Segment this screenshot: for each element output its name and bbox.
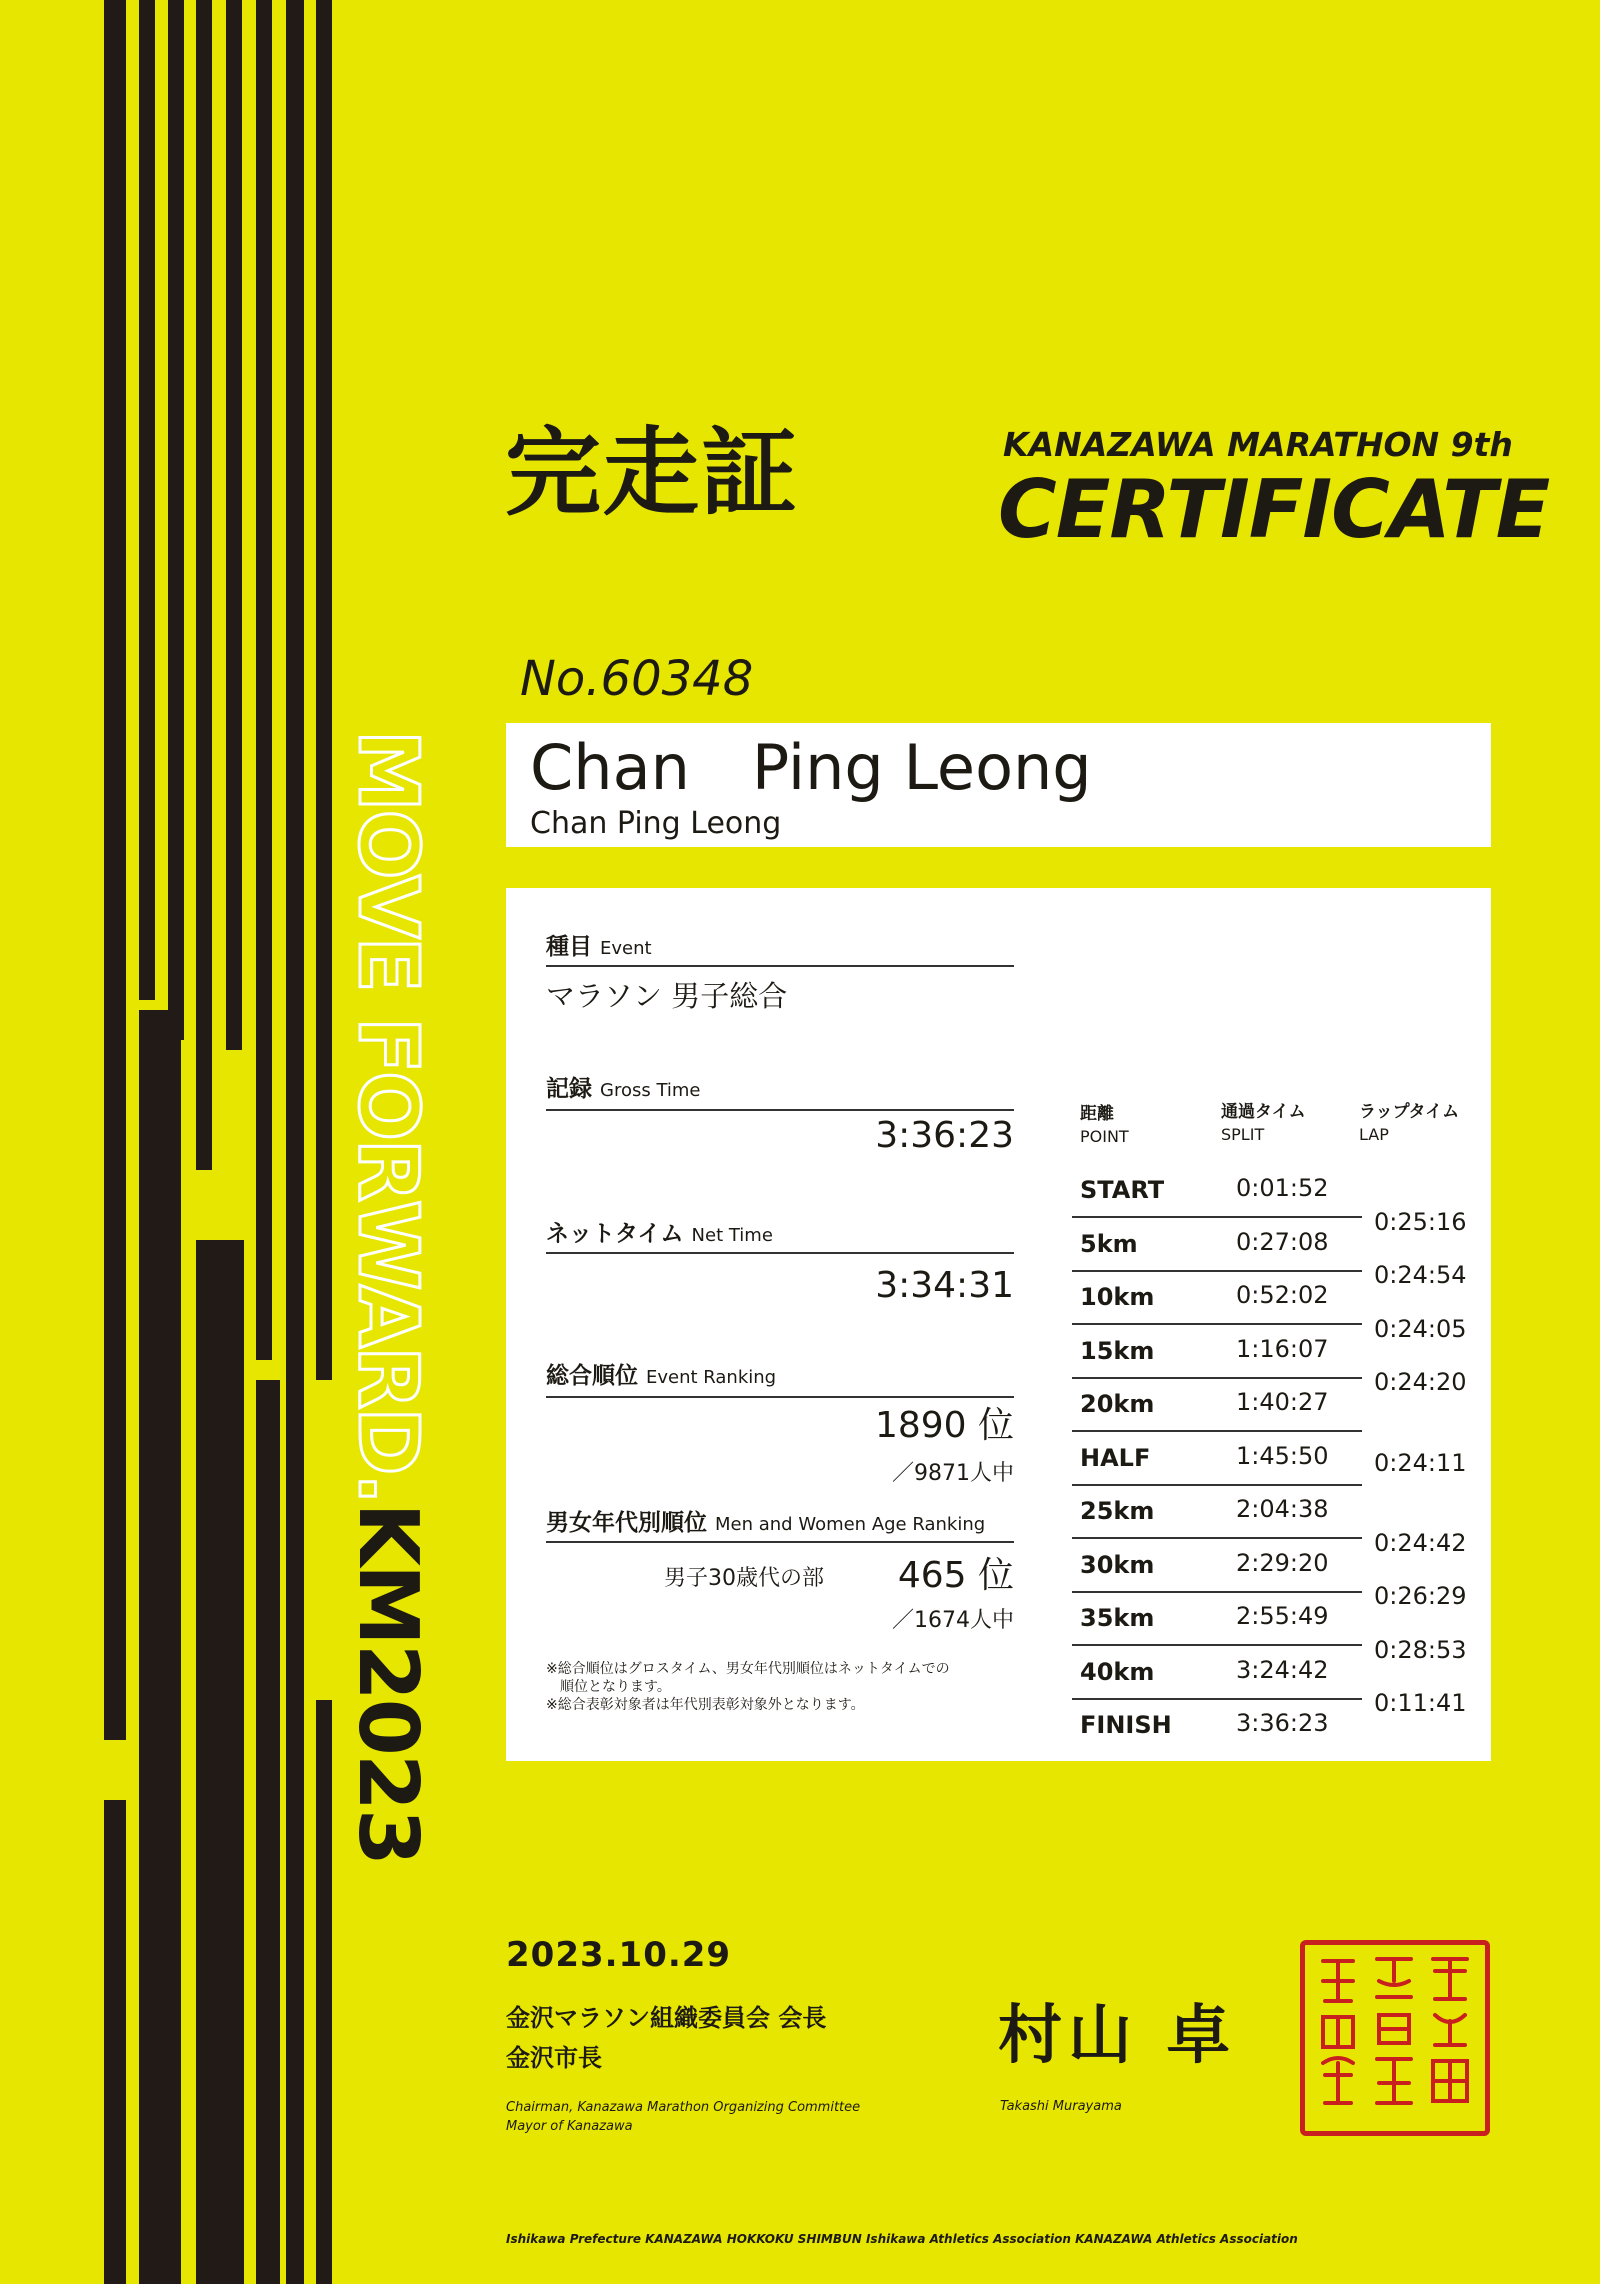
split-time: 0:52:02 bbox=[1236, 1281, 1329, 1309]
split-point: FINISH bbox=[1080, 1711, 1172, 1739]
event-label-en: Event bbox=[600, 938, 652, 959]
split-point: 5km bbox=[1080, 1229, 1138, 1258]
col-header-split-jp: 通過タイム bbox=[1221, 1102, 1306, 1122]
split-time: 0:01:52 bbox=[1236, 1174, 1329, 1202]
split-point: 20km bbox=[1080, 1390, 1155, 1418]
row-divider bbox=[1072, 1537, 1362, 1539]
gross-time-label bbox=[546, 1078, 701, 1101]
row-divider bbox=[1072, 1430, 1362, 1432]
split-time: 3:36:23 bbox=[1236, 1709, 1329, 1737]
net-time-label-jp: ネットタイム bbox=[546, 1221, 684, 1247]
lap-time: 0:24:20 bbox=[1374, 1368, 1467, 1396]
lap-time: 0:11:41 bbox=[1374, 1689, 1467, 1717]
split-time: 0:27:08 bbox=[1236, 1227, 1329, 1256]
age-ranking-label-en: Men and Women Age Ranking bbox=[715, 1514, 986, 1535]
signer-name: 村山 卓 bbox=[998, 1999, 1237, 2073]
split-time: 2:55:49 bbox=[1236, 1602, 1329, 1630]
split-time: 1:45:50 bbox=[1236, 1441, 1329, 1470]
gross-time-value: 3:36:23 bbox=[875, 1115, 1014, 1156]
slogan-outline: MOVE FORWARD. bbox=[340, 730, 435, 1503]
split-point: 10km bbox=[1080, 1283, 1155, 1311]
split-point: 15km bbox=[1080, 1336, 1155, 1365]
organizer-title-jp-1: 金沢マラソン組織委員会 会長 bbox=[506, 2004, 827, 2032]
split-time: 2:04:38 bbox=[1236, 1495, 1329, 1523]
result-box bbox=[506, 888, 1491, 1761]
divider bbox=[546, 965, 1014, 967]
organizer-title-jp-2: 金沢市長 bbox=[506, 2044, 602, 2072]
runner-name: Chan Ping Leong bbox=[530, 731, 1092, 804]
lap-time: 0:24:42 bbox=[1374, 1529, 1467, 1557]
gross-time-label-en: Gross Time bbox=[600, 1080, 701, 1101]
row-divider bbox=[1072, 1698, 1362, 1700]
age-category: 男子30歳代の部 bbox=[664, 1566, 824, 1591]
event-value: マラソン 男子総合 bbox=[546, 979, 788, 1013]
split-time: 3:24:42 bbox=[1236, 1655, 1329, 1684]
age-ranking-total: ／1674人中 bbox=[892, 1608, 1014, 1633]
net-time-label-en: Net Time bbox=[691, 1225, 773, 1246]
bib-number: No.60348 bbox=[520, 651, 754, 707]
signer-name-en: Takashi Murayama bbox=[1000, 2099, 1122, 2114]
col-header-split-en: SPLIT bbox=[1221, 1125, 1265, 1144]
row-divider bbox=[1072, 1216, 1362, 1218]
organizer-title-en-1: Chairman, Kanazawa Marathon Organizing Committee bbox=[506, 2100, 861, 2115]
age-ranking-label-jp: 男女年代別順位 bbox=[546, 1510, 707, 1536]
side-slogan bbox=[340, 730, 435, 1864]
split-point: 35km bbox=[1080, 1604, 1155, 1632]
split-point: 40km bbox=[1080, 1657, 1155, 1686]
col-header-lap-en: LAP bbox=[1359, 1125, 1389, 1144]
split-point: 25km bbox=[1080, 1497, 1155, 1525]
col-header-point bbox=[1080, 1106, 1129, 1145]
split-time: 1:40:27 bbox=[1236, 1388, 1329, 1416]
page-title-en: CERTIFICATE bbox=[998, 463, 1550, 556]
page-title-jp: 完走証 bbox=[505, 417, 799, 529]
divider bbox=[546, 1396, 1014, 1398]
col-header-lap-jp: ラップタイム bbox=[1359, 1102, 1460, 1122]
row-divider bbox=[1072, 1377, 1362, 1379]
row-divider bbox=[1072, 1323, 1362, 1325]
gross-time-label-jp: 記録 bbox=[546, 1076, 592, 1102]
row-divider bbox=[1072, 1644, 1362, 1646]
split-point: 30km bbox=[1080, 1550, 1155, 1579]
divider bbox=[546, 1252, 1014, 1254]
age-ranking-value: 465 位 bbox=[897, 1555, 1014, 1596]
split-point: HALF bbox=[1080, 1443, 1151, 1472]
slogan-solid: KM2023 bbox=[340, 1502, 435, 1864]
age-ranking-label bbox=[546, 1512, 985, 1535]
lap-time: 0:24:05 bbox=[1374, 1315, 1467, 1343]
official-seal bbox=[1300, 1940, 1490, 2136]
race-date: 2023.10.29 bbox=[506, 1935, 732, 1975]
organizer-title-en-2: Mayor of Kanazawa bbox=[506, 2119, 633, 2134]
split-time: 1:16:07 bbox=[1236, 1334, 1329, 1363]
row-divider bbox=[1072, 1591, 1362, 1593]
footer-sponsors: Ishikawa Prefecture KANAZAWA HOKKOKU SHIMBUN Ishikawa Athletics Association KANAZAWA Athletics Association bbox=[506, 2232, 1298, 2246]
col-header-point-en: POINT bbox=[1080, 1127, 1129, 1146]
net-time-value: 3:34:31 bbox=[875, 1265, 1014, 1306]
runner-name-sub: Chan Ping Leong bbox=[530, 806, 782, 841]
lap-time: 0:28:53 bbox=[1374, 1636, 1467, 1664]
event-ranking-value: 1890 位 bbox=[874, 1405, 1014, 1446]
divider bbox=[546, 1109, 1014, 1111]
col-header-point-jp: 距離 bbox=[1080, 1104, 1114, 1124]
row-divider bbox=[1072, 1484, 1362, 1486]
name-box bbox=[506, 723, 1491, 847]
divider bbox=[546, 1541, 1014, 1543]
event-ranking-label-en: Event Ranking bbox=[646, 1367, 777, 1388]
event-ranking-label bbox=[546, 1365, 776, 1388]
lap-time: 0:25:16 bbox=[1374, 1208, 1467, 1236]
split-time: 2:29:20 bbox=[1236, 1548, 1329, 1577]
event-subtitle: KANAZAWA MARATHON 9th bbox=[1003, 425, 1513, 464]
notes bbox=[546, 1660, 950, 1714]
event-label bbox=[546, 936, 652, 959]
lap-time: 0:24:11 bbox=[1374, 1449, 1467, 1477]
note-line: 順位となります。 bbox=[546, 1679, 671, 1695]
net-time-label bbox=[546, 1223, 773, 1246]
col-header-split bbox=[1221, 1104, 1306, 1143]
event-ranking-total: ／9871人中 bbox=[892, 1461, 1014, 1486]
lap-time: 0:26:29 bbox=[1374, 1582, 1467, 1610]
note-line: ※総合表彰対象者は年代別表彰対象外となります。 bbox=[546, 1697, 865, 1713]
lap-time: 0:24:54 bbox=[1374, 1261, 1467, 1289]
event-ranking-label-jp: 総合順位 bbox=[546, 1363, 638, 1389]
row-divider bbox=[1072, 1270, 1362, 1272]
note-line: ※総合順位はグロスタイム、男女年代別順位はネットタイムでの bbox=[546, 1661, 950, 1677]
col-header-lap bbox=[1359, 1104, 1459, 1143]
event-label-jp: 種目 bbox=[546, 934, 592, 960]
split-point: START bbox=[1080, 1176, 1165, 1204]
seal-glyphs bbox=[1305, 1945, 1485, 2131]
